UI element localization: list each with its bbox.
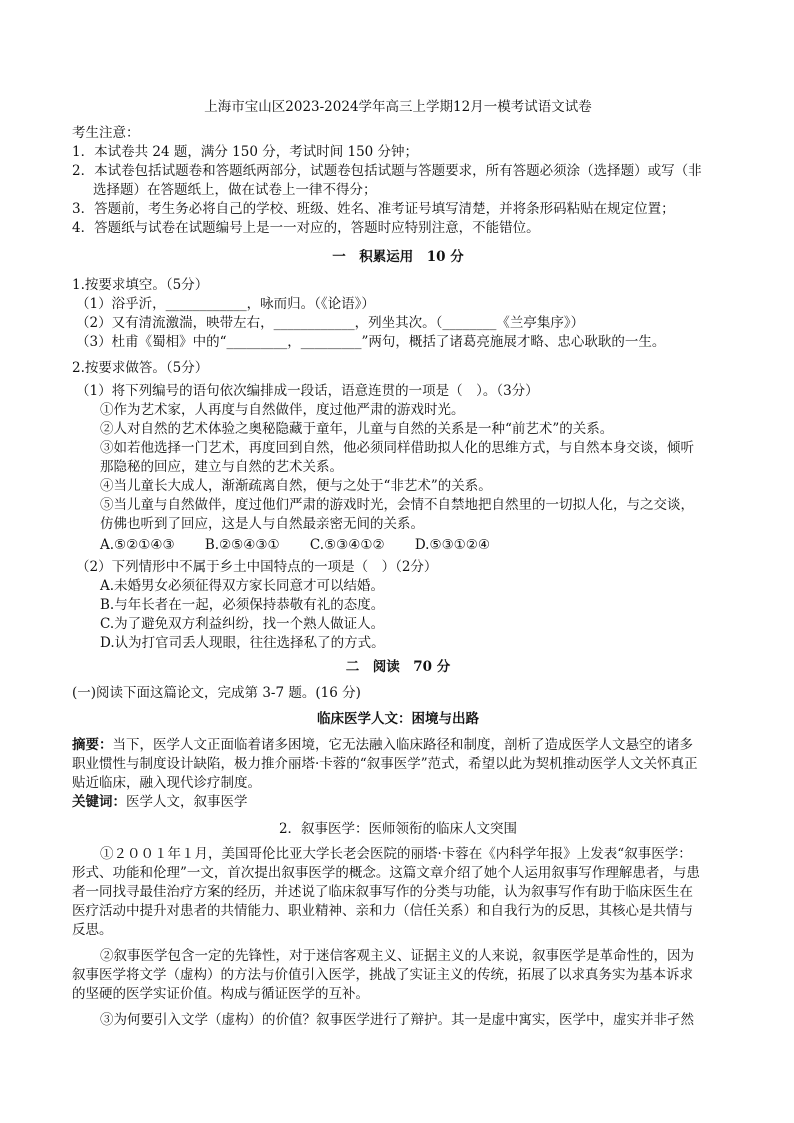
notice-item: 4．答题纸与试卷在试题编号上是一一对应的，答题时应特别注意，不能错位。 [72, 220, 540, 236]
sentence-item: ④当儿童长大成人，渐渐疏离自然，便与之处于“非艺术”的关系。 [100, 478, 492, 494]
sentence-item: ③如若他选择一门艺术，再度回到自然，他必须同样借助拟人化的思维方式，与自然本身交谈，倾听 [100, 440, 694, 456]
sentence-item: ⑤当儿童与自然做伴，度过他们严肃的游戏时光，会情不自禁地把自然里的一切拟人化，与之交谈， [100, 497, 694, 513]
abstract-line: 贴近临床，融入现代诊疗制度。 [72, 775, 261, 791]
notice-item: 2．本试卷包括试题卷和答题纸两部分，试题卷包括试题与答题要求，所有答题必须涂（选择题）或写（非 [72, 163, 702, 179]
abstract-text: 当下，医学人文正面临着诸多困境，它无法融入临床路径和制度，剖析了造成医学人文悬空的诸多 [112, 737, 693, 753]
option-d[interactable]: D.⑤③①②④ [414, 537, 490, 553]
paragraph-line: 医疗活动中提升对患者的共情能力、职业精神、亲和力（信任关系）和自我行为的反思，其核心是共情与 [72, 903, 693, 919]
option-d[interactable]: D.认为打官司丢人现眼，往往选择私了的方式。 [100, 635, 385, 651]
sub-question-stem: （2）下列情形中不属于乡土中国特点的一项是（ ）（2分） [76, 559, 438, 575]
question-stem: 1.按要求填空。（5分） [72, 277, 209, 293]
section-heading: 二 阅读 70 分 [345, 659, 451, 675]
notice-item: 1．本试卷共 24 题，满分 150 分，考试时间 150 分钟； [72, 144, 419, 160]
paragraph-line: ②叙事医学包含一定的先锋性，对于迷信客观主义、证据主义的人来说，叙事医学是革命性的，因为 [100, 948, 694, 964]
paragraph-line: ③为何要引入文学（虚构）的价值？叙事医学进行了辩护。其一是虚中寓实，医学中，虚实并非孑然 [100, 1012, 694, 1028]
sentence-item: 仿佛也听到了回应，这是人与自然最亲密无间的关系。 [100, 516, 424, 532]
section-subheading: 2．叙事医学：医师领衔的临床人文突围 [278, 821, 518, 837]
keywords-label: 关键词： [72, 794, 126, 810]
option-b[interactable]: B.与年长者在一起，必须保持恭敬有礼的态度。 [100, 597, 385, 613]
notice-item: 3．答题前，考生务必将自己的学校、班级、姓名、准考证号填写清楚，并将条形码粘贴在规定位置； [72, 201, 675, 217]
sentence-item: ①作为艺术家，人再度与自然做伴，度过他严肃的游戏时光。 [100, 402, 465, 418]
option-a[interactable]: A.⑤②①④③ [100, 537, 175, 553]
sentence-item: 那隐秘的回应，建立与自然的艺术关系。 [100, 459, 343, 475]
keywords-line [72, 793, 724, 812]
reading-intro: (一)阅读下面这篇论文，完成第 3-7 题。(16 分) [72, 685, 361, 701]
sub-question-stem: （1）将下列编号的语句依次编排成一段话，语意连贯的一项是（ ）。（3分） [76, 383, 539, 399]
question-stem: 2.按要求做答。（5分） [72, 360, 209, 376]
paragraph-line: 反思。 [72, 922, 113, 938]
notice-item: 选择题）在答题纸上，做在试卷上一律不得分； [93, 182, 377, 198]
paragraph-line: 者一同找寻最佳治疗方案的经历，并述说了临床叙事写作的分类与功能，认为叙事写作有助于临床医生在 [72, 884, 693, 900]
abstract-label: 摘要： [72, 737, 113, 753]
paragraph-line: 叙事医学将文学（虚构）的方法与价值引入医学，挑战了实证主义的传统，拓展了以求真务实为基本诉求 [72, 967, 693, 983]
abstract-line: 职业惯性与制度设计缺陷，极力推介丽塔·卡蓉的“叙事医学”范式，希望以此为契机推动医学人文关怀真正 [72, 756, 698, 772]
notice-heading: 考生注意： [72, 125, 140, 141]
answer-options [100, 536, 752, 555]
article-title: 临床医学人文：困境与出路 [317, 711, 479, 727]
option-a[interactable]: A.未婚男女必须征得双方家长同意才可以结婚。 [100, 578, 385, 594]
option-c[interactable]: C.为了避免双方利益纠纷，找一个熟人做证人。 [100, 616, 385, 632]
keywords-text: 医学人文，叙事医学 [126, 794, 248, 810]
sentence-item: ②人对自然的艺术体验之奥秘隐藏于童年，儿童与自然的关系是一种“前艺术”的关系。 [100, 421, 614, 437]
option-b[interactable]: B.②⑤④③① [204, 537, 280, 553]
paragraph-line: 形式、功能和伦理”一文，首次提出叙事医学的概念。这篇文章介绍了她个人运用叙事写作理解患者，与患 [72, 865, 700, 881]
fill-blank-line: （2）又有清流激湍，映带左右，____________，列坐其次。（________《兰亭集序》） [76, 315, 585, 331]
section-heading: 一 积累运用 10 分 [332, 249, 464, 265]
fill-blank-line: （1）浴乎沂，____________，咏而归。（《论语》） [76, 296, 375, 312]
paragraph-line: 的坚硬的医学实证价值。构成与循证医学的互补。 [72, 986, 369, 1002]
fill-blank-line: （3）杜甫《蜀相》中的“_________，_________”两句，概括了诸葛亮施展才略、忠心耿耿的一生。 [76, 334, 666, 350]
paragraph-line: ①２００１年１月，美国哥伦比亚大学长老会医院的丽塔·卡蓉在《内科学年报》上发表“叙事医学： [100, 846, 692, 862]
abstract-line [72, 736, 724, 755]
exam-title: 上海市宝山区2023-2024学年高三上学期12月一模考试语文试卷 [204, 99, 592, 115]
option-c[interactable]: C.⑤③④①② [309, 537, 385, 553]
